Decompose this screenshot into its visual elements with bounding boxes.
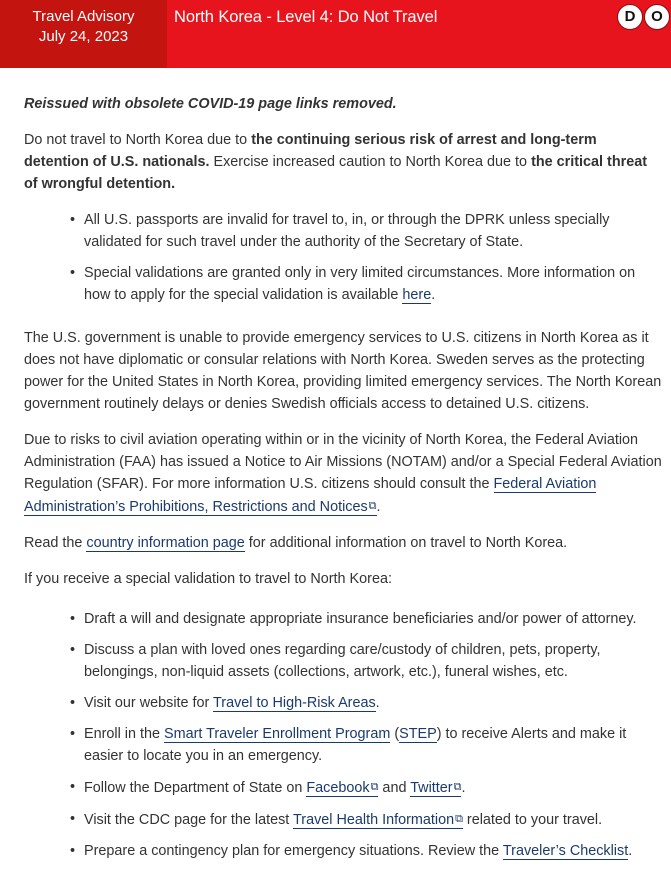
travelers-checklist-link[interactable]: Traveler’s Checklist <box>502 843 629 859</box>
d-circle-icon[interactable]: D <box>617 4 643 30</box>
external-link-icon: ⧉ <box>370 781 379 793</box>
country-information-link[interactable]: country information page <box>86 535 245 551</box>
aviation-paragraph: Due to risks to civil aviation operating within or in the vicinity of North Korea, the Federal Aviation Administration (FAA) has issued a Notice to Air Missions (NOTAM) and/or a Special Federal Aviation Regulation (SFAR). For more information U.S. citizens should consult the Federal Aviation Administration’s Prohibitions, Restrictions and Notices⧉. <box>24 432 662 515</box>
advisory-header <box>0 0 671 68</box>
preparation-bullets <box>24 608 664 862</box>
list-item: • Special validations are granted only in very limited circumstances. More information on how to apply for the special validation is available here. <box>84 262 664 306</box>
special-validation-intro: If you receive a special validation to travel to North Korea: <box>24 571 392 587</box>
external-link-icon: ⧉ <box>453 781 462 793</box>
high-risk-areas-link[interactable]: Travel to High-Risk Areas <box>213 695 376 711</box>
reissued-note: Reissued with obsolete COVID-19 page links removed. <box>24 96 397 112</box>
o-circle-icon[interactable]: O <box>644 4 670 30</box>
step-link[interactable]: STEP <box>399 726 437 742</box>
country-info-paragraph: Read the country information page for additional information on travel to North Korea. <box>24 535 568 551</box>
intro-paragraph: Do not travel to North Korea due to the continuing serious risk of arrest and long-term detention of U.S. nationals. Exercise increased caution to North Korea due to the critical threat of wrongful detention. <box>24 132 648 192</box>
twitter-link[interactable]: Twitter⧉ <box>410 780 462 796</box>
advisory-date: July 24, 2023 <box>38 28 129 45</box>
advisory-label: Travel Advisory <box>32 8 135 25</box>
advisory-title: North Korea - Level 4: Do Not Travel <box>174 8 438 26</box>
list-item: • Prepare a contingency plan for emergency situations. Review the Traveler’s Checklist. <box>84 840 664 862</box>
external-link-icon: ⧉ <box>455 813 463 825</box>
list-item: • Discuss a plan with loved ones regarding care/custody of children, pets, property, belongings, non-liquid assets (collections, artwork, etc.), funeral wishes, etc. <box>84 639 664 683</box>
list-item: • Draft a will and designate appropriate insurance beneficiaries and/or power of attorney. <box>84 608 664 630</box>
list-item: • Enroll in the Smart Traveler Enrollment Program (STEP) to receive Alerts and make it easier to locate you in an emergency. <box>84 723 664 767</box>
advisory-content <box>24 93 664 871</box>
list-item: • Visit our website for Travel to High-Risk Areas. <box>84 692 664 714</box>
faa-link[interactable]: Federal Aviation Administration’s Prohibitions, Restrictions and Notices⧉ <box>24 476 597 515</box>
facebook-link[interactable]: Facebook⧉ <box>306 780 379 796</box>
list-item: • All U.S. passports are invalid for travel to, in, or through the DPRK unless specially validated for such travel under the authority of the Secretary of State. <box>84 209 664 253</box>
emergency-services-paragraph: The U.S. government is unable to provide emergency services to U.S. citizens in North Korea as it does not have diplomatic or consular relations with North Korea. Sweden serves as the protecting power for the United States in North Korea, providing limited emergency services. The North Korean government routinely delays or denies Swedish officials access to detained U.S. citizens. <box>24 330 662 412</box>
here-link[interactable]: here <box>402 287 432 303</box>
step-program-link[interactable]: Smart Traveler Enrollment Program <box>164 726 391 742</box>
list-item: • Visit the CDC page for the latest Travel Health Information⧉ related to your travel. <box>84 808 664 831</box>
advisory-date-box <box>0 0 167 68</box>
travel-health-link[interactable]: Travel Health Information⧉ <box>293 812 463 828</box>
passport-bullets <box>24 209 664 306</box>
list-item: • Follow the Department of State on Facebook⧉ and Twitter⧉. <box>84 776 664 799</box>
external-link-icon: ⧉ <box>368 500 377 512</box>
